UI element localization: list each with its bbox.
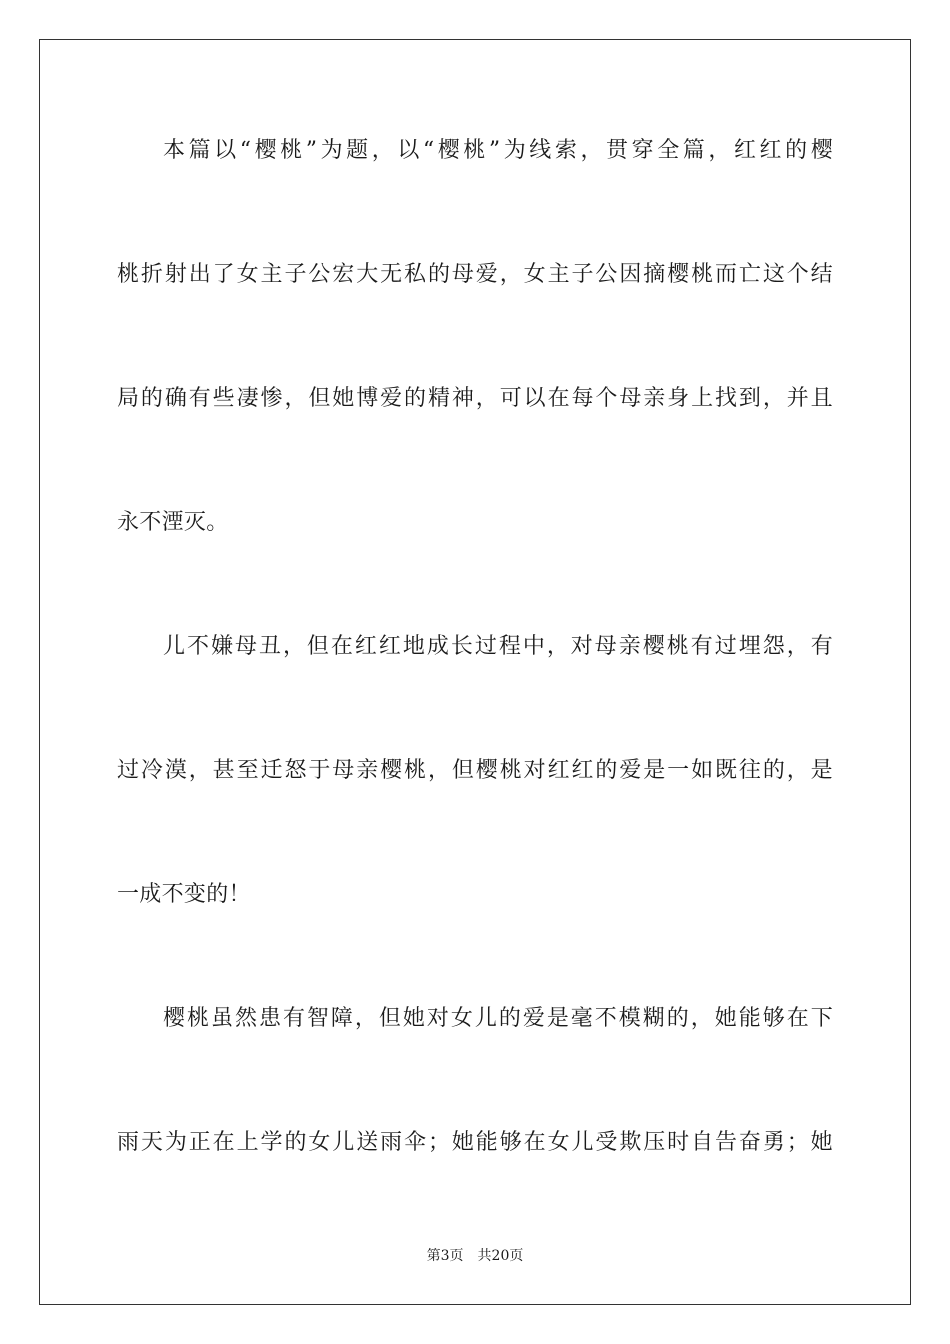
paragraph-3-line-1: 樱桃虽然患有智障，但她对女儿的爱是毫不模糊的，她能够在下 xyxy=(163,1006,833,1031)
paragraph-2-line-1: 儿不嫌母丑，但在红红地成长过程中，对母亲樱桃有过埋怨，有 xyxy=(163,634,833,659)
paragraph-1-line-4: 永不湮灭。 xyxy=(117,510,229,535)
page-frame xyxy=(39,39,911,1305)
paragraph-1-line-1: 本篇以“樱桃”为题，以“樱桃”为线索，贯穿全篇，红红的樱 xyxy=(163,138,833,163)
paragraph-3-line-2: 雨天为正在上学的女儿送雨伞；她能够在女儿受欺压时自告奋勇；她 xyxy=(117,1130,833,1155)
page-total: 共20页 xyxy=(477,1248,524,1264)
page-number: 第3页 xyxy=(426,1248,464,1264)
paragraph-2-line-2: 过冷漠，甚至迁怒于母亲樱桃，但樱桃对红红的爱是一如既往的，是 xyxy=(117,758,833,783)
paragraph-1-line-3: 局的确有些凄惨，但她博爱的精神，可以在每个母亲身上找到，并且 xyxy=(117,386,833,411)
paragraph-1-line-2: 桃折射出了女主子公宏大无私的母爱，女主子公因摘樱桃而亡这个结 xyxy=(117,262,833,287)
page-footer xyxy=(0,1246,950,1266)
paragraph-2-line-3: 一成不变的！ xyxy=(117,882,251,907)
